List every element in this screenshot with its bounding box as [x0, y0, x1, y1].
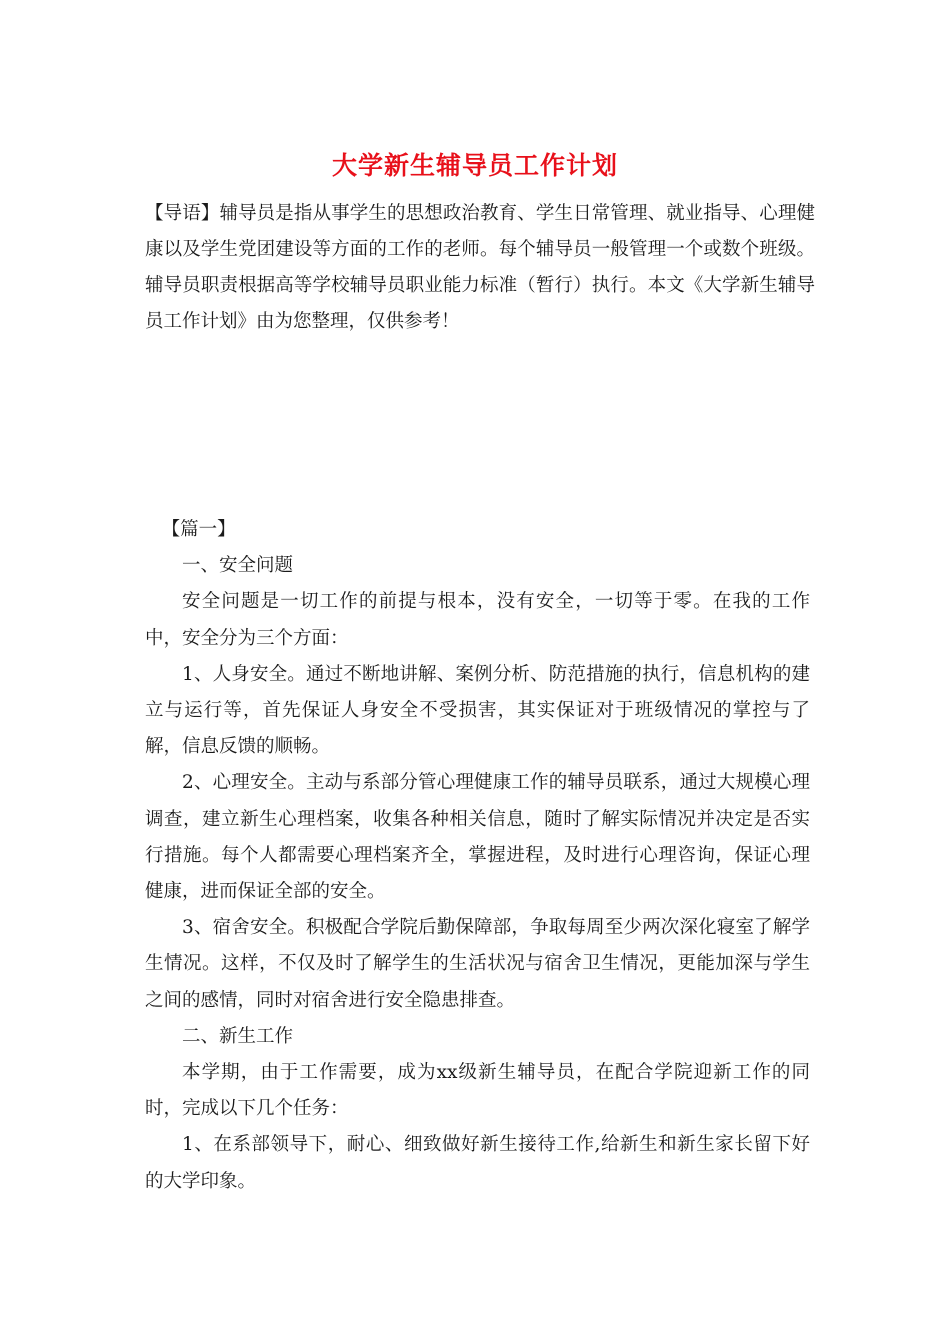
- body-paragraph: 2、心理安全。主动与系部分管心理健康工作的辅导员联系，通过大规模心理调查，建立新生心理档案，收集各种相关信息，随时了解实际情况并决定是否实行措施。每个人都需要心理档案齐全，掌握进程，及时进行心理咨询，保证心理健康，进而保证全部的安全。: [145, 772, 810, 903]
- body-paragraph: 1、在系部领导下，耐心、细致做好新生接待工作,给新生和新生家长留下好的大学印象。: [145, 1134, 810, 1192]
- intro-paragraph: 【导语】辅导员是指从事学生的思想政治教育、学生日常管理、就业指导、心理健康以及学生党团建设等方面的工作的老师。每个辅导员一般管理一个或数个班级。辅导员职责根据高等学校辅导员职业能力标准（暂行）执行。本文《大学新生辅导员工作计划》由为您整理，仅供参考！: [145, 203, 815, 332]
- body-paragraph: 1、人身安全。通过不断地讲解、案例分析、防范措施的执行，信息机构的建立与运行等，首先保证人身安全不受损害，其实保证对于班级情况的掌控与了解，信息反馈的顺畅。: [145, 663, 810, 758]
- body-paragraph: 3、宿舍安全。积极配合学院后勤保障部，争取每周至少两次深化寝室了解学生情况。这样，不仅及时了解学生的生活状况与宿舍卫生情况，更能加深与学生之间的感情，同时对宿舍进行安全隐患排查。: [145, 917, 810, 1011]
- section-label: 【篇一】: [161, 519, 236, 540]
- intro-block: [145, 196, 815, 340]
- section-heading: 二、新生工作: [182, 1025, 294, 1047]
- document-title: 大学新生辅导员工作计划: [331, 151, 618, 180]
- document-body: [145, 512, 810, 1200]
- body-paragraph: 本学期，由于工作需要，成为xx级新生辅导员，在配合学院迎新工作的同时，完成以下几个任务：: [145, 1062, 810, 1120]
- body-paragraph: 安全问题是一切工作的前提与根本，没有安全，一切等于零。在我的工作中，安全分为三个方面：: [145, 591, 810, 649]
- section-heading: 一、安全问题: [182, 555, 294, 577]
